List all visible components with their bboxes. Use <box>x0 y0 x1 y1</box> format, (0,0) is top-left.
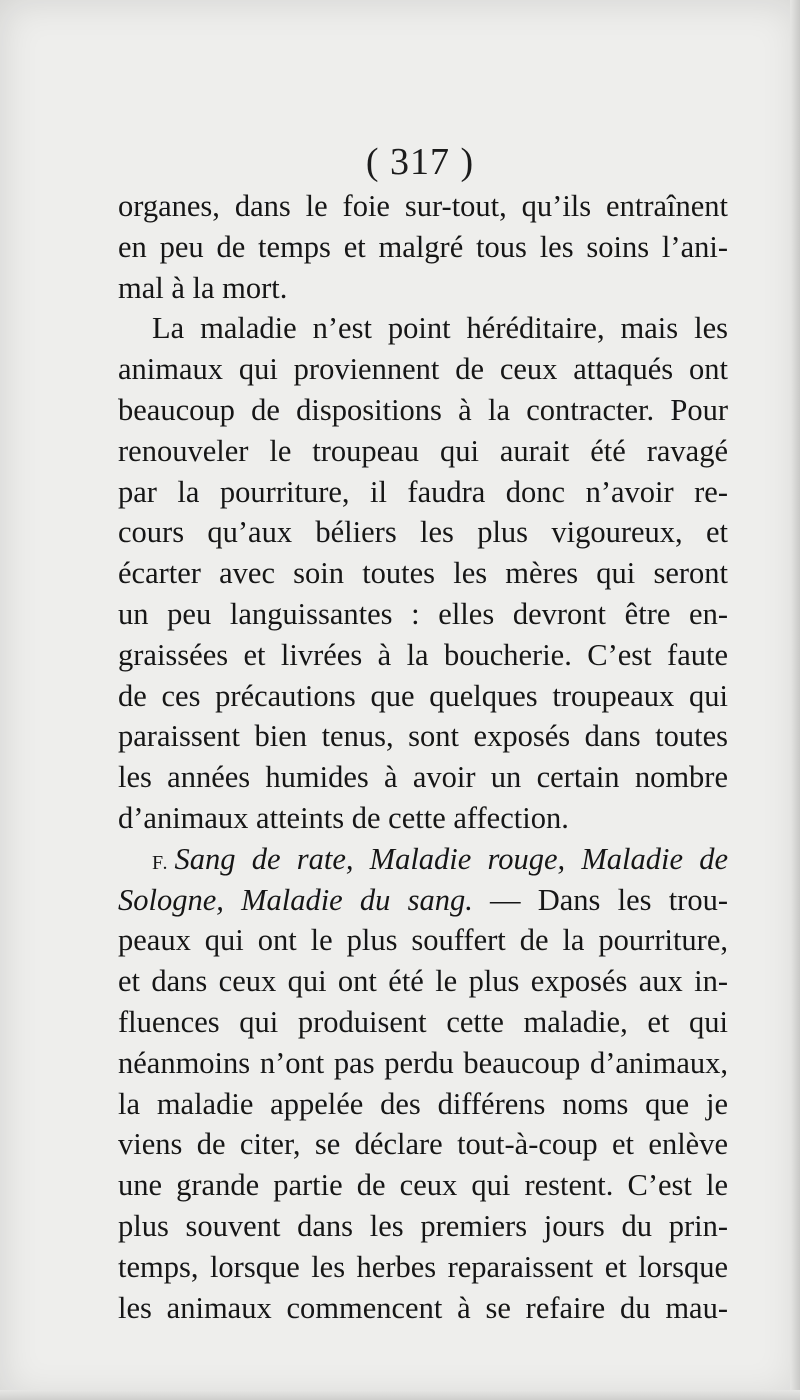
text-line: écarter avec soin toutes les mères qui seront <box>118 556 728 591</box>
body-text <box>118 186 728 1328</box>
text-line: les animaux commencent à se refaire du mau- <box>118 1290 728 1325</box>
text-line: mal à la mort. <box>118 270 288 305</box>
section-title-line1: Sang de rate, Maladie rouge, Maladie de <box>174 841 728 876</box>
text-line: une grande partie de ceux qui restent. C’est le <box>118 1168 728 1203</box>
text-line: renouveler le troupeau qui aurait été ravagé <box>118 433 728 468</box>
page-number: ( 317 ) <box>365 141 475 183</box>
text-line: beaucoup de dispositions à la contracter. Pour <box>118 392 728 427</box>
text-line: La maladie n’est point héréditaire, mais les <box>152 311 728 346</box>
text-line: cours qu’aux béliers les plus vigoureux, et <box>118 515 728 550</box>
page-edge-right <box>790 0 800 1400</box>
section-text-start: — Dans les trou- <box>472 882 728 917</box>
text-line: graissées et livrées à la boucherie. C’est faute <box>118 637 728 672</box>
text-line: la maladie appelée des différens noms que je <box>118 1086 728 1121</box>
text-line: de ces précautions que quelques troupeaux qui <box>118 678 728 713</box>
text-line: plus souvent dans les premiers jours du prin- <box>118 1208 728 1243</box>
section-heading-line2 <box>118 880 728 921</box>
section-heading <box>118 839 728 880</box>
page-edge-bottom <box>0 1390 800 1400</box>
text-line: en peu de temps et malgré tous les soins l’ani- <box>118 229 728 264</box>
text-line: un peu languissantes : elles devront être en- <box>118 596 728 631</box>
text-line: peaux qui ont le plus souffert de la pourriture, <box>118 923 728 958</box>
section-title-line2: Sologne, Maladie du sang. <box>118 882 473 917</box>
text-line: paraissent bien tenus, sont exposés dans toutes <box>118 719 728 754</box>
section-label: F. <box>152 851 169 874</box>
text-line: temps, lorsque les herbes reparaissent et lorsque <box>118 1249 728 1284</box>
text-line: fluences qui produisent cette maladie, et qui <box>118 1004 728 1039</box>
text-line: néanmoins n’ont pas perdu beaucoup d’animaux, <box>118 1045 728 1080</box>
text-line: animaux qui proviennent de ceux attaqués ont <box>118 352 728 387</box>
text-line: par la pourriture, il faudra donc n’avoir re- <box>118 474 728 509</box>
text-line: viens de citer, se déclare tout-à-coup et enlève <box>118 1127 728 1162</box>
text-line: d’animaux atteints de cette affection. <box>118 800 569 835</box>
text-line: les années humides à avoir un certain nombre <box>118 760 728 795</box>
text-line: organes, dans le foie sur-tout, qu’ils entraînent <box>118 189 728 223</box>
text-line: et dans ceux qui ont été le plus exposés aux in- <box>118 964 728 999</box>
